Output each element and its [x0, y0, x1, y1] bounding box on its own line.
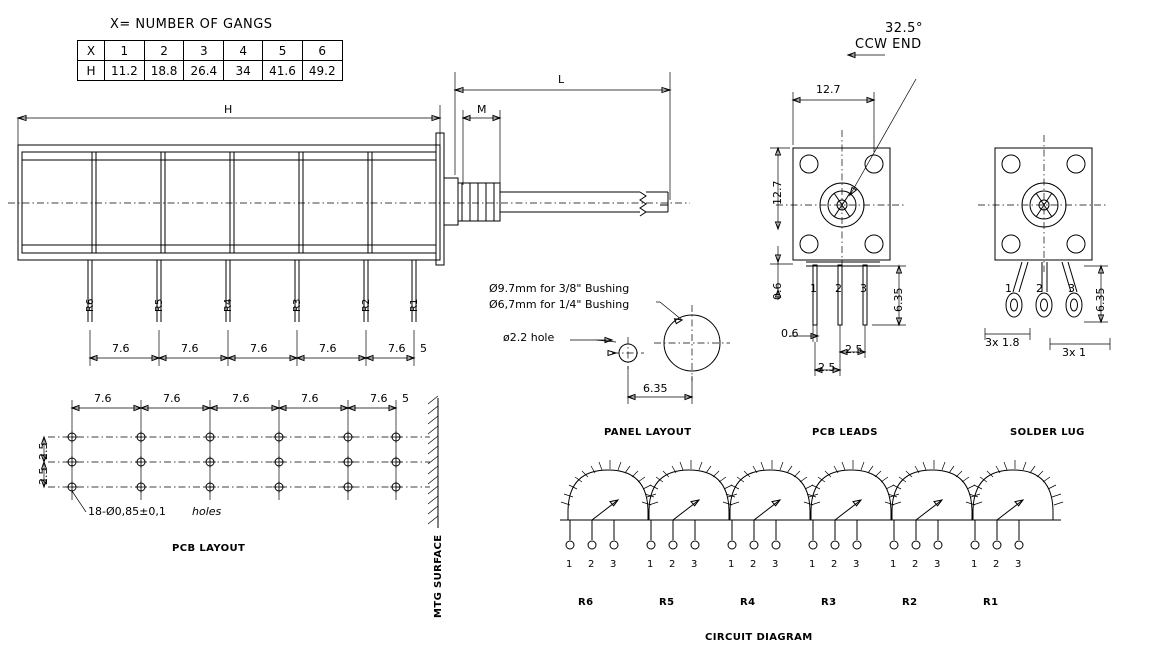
pcb-hole-note: 18-Ø0,85±0,1 [88, 505, 166, 518]
circuit-terminal-3-2: 2 [750, 559, 757, 570]
table-cell: 6 [302, 41, 342, 61]
table-cell: 5 [263, 41, 303, 61]
leads-dim-left: 12.7 [771, 180, 784, 205]
lug-pin-3: 3 [1068, 282, 1075, 295]
table-cell: 41.6 [263, 61, 303, 81]
table-cell: 49.2 [302, 61, 342, 81]
pcb-dim-pitch-4: 7.6 [301, 392, 319, 405]
leads-dim-top: 12.7 [816, 83, 841, 96]
circuit-section-label-r5: R5 [659, 597, 675, 608]
dim-M [463, 110, 500, 185]
pin-label-r3: R3 [292, 298, 303, 312]
table-cell: 26.4 [184, 61, 224, 81]
circuit-terminal-5-2: 2 [912, 559, 919, 570]
pcb-leads-caption: PCB LEADS [812, 427, 878, 438]
angle-note: 32.5° [885, 21, 923, 36]
dim-label-H: H [224, 103, 233, 116]
pin-label-r5: R5 [154, 298, 165, 312]
leads-dim-lower-left: 0.6 [771, 282, 784, 300]
dim-label-pitch-2: 7.6 [181, 342, 199, 355]
circuit-terminal-6-1: 1 [971, 559, 978, 570]
solder-lug-caption: SOLDER LUG [1010, 427, 1085, 438]
table-cell: 1 [105, 41, 145, 61]
circuit-terminal-5-3: 3 [934, 559, 941, 570]
leads-pin-3: 3 [860, 282, 867, 295]
table-cell: 18.8 [144, 61, 184, 81]
circuit-terminal-4-2: 2 [831, 559, 838, 570]
dim-label-pitch-1: 7.6 [112, 342, 130, 355]
circuit-terminal-2-2: 2 [669, 559, 676, 570]
pcb-layout-caption: PCB LAYOUT [172, 543, 246, 554]
circuit-terminal-6-2: 2 [993, 559, 1000, 570]
lug-dim-thickness: 3x 1.8 [985, 336, 1020, 349]
circuit-terminal-4-1: 1 [809, 559, 816, 570]
pin-label-r6: R6 [85, 298, 96, 312]
side-view-body [8, 133, 690, 265]
bushing-note-2: Ø6,7mm for 1/4" Bushing [489, 298, 630, 311]
leads-dim-pitch-2: 2.5 [818, 361, 836, 374]
table-cell: 34 [224, 61, 263, 81]
pin-label-r4: R4 [223, 298, 234, 312]
pin-label-r2: R2 [361, 298, 372, 312]
table-cell: 2 [144, 41, 184, 61]
pcb-dim-vert-1: 2.5 [37, 442, 50, 460]
table-cell: 3 [184, 41, 224, 61]
table-cell: 4 [224, 41, 263, 61]
circuit-terminal-5-1: 1 [890, 559, 897, 570]
circuit-section-label-r3: R3 [821, 597, 837, 608]
table-cell: X [78, 41, 105, 61]
circuit-section-label-r6: R6 [578, 597, 594, 608]
leads-dim-length: 6.35 [892, 287, 905, 312]
gang-note: X= NUMBER OF GANGS [110, 17, 273, 32]
circuit-terminal-6-3: 3 [1015, 559, 1022, 570]
lug-pin-1: 1 [1005, 282, 1012, 295]
pcb-dim-pitch-5: 7.6 [370, 392, 388, 405]
circuit-section-label-r1: R1 [983, 597, 999, 608]
ccw-end-note: CCW END [855, 37, 922, 52]
pcb-dim-vert-2: 2.5 [37, 467, 50, 485]
lug-pin-2: 2 [1036, 282, 1043, 295]
dim-L [455, 72, 670, 200]
pcb-dim-pitch-2: 7.6 [163, 392, 181, 405]
panel-layout-caption: PANEL LAYOUT [604, 427, 692, 438]
side-view-pins [85, 260, 416, 322]
circuit-section-label-r4: R4 [740, 597, 756, 608]
pin-label-r1: R1 [409, 298, 420, 312]
dim-label-pitch-4: 7.6 [319, 342, 337, 355]
circuit-section-label-r2: R2 [902, 597, 918, 608]
lug-dim-width: 3x 1 [1062, 346, 1087, 359]
dim-label-pitch-6: 5 [420, 342, 427, 355]
solder-lug-drawing [978, 135, 1110, 350]
circuit-terminal-2-1: 1 [647, 559, 654, 570]
circuit-diagram-drawing [560, 460, 1063, 549]
mtg-surface-label: MTG SURFACE [433, 534, 444, 618]
circuit-terminal-4-3: 3 [853, 559, 860, 570]
table-cell: H [78, 61, 105, 81]
lug-dim-length: 6.35 [1094, 287, 1107, 312]
dim-label-pitch-3: 7.6 [250, 342, 268, 355]
pcb-hole-note-italic: holes [192, 505, 222, 518]
table-cell: 11.2 [105, 61, 145, 81]
dim-label-pitch-5: 7.6 [388, 342, 406, 355]
circuit-terminal-1-3: 3 [610, 559, 617, 570]
dim-label-L: L [558, 73, 565, 86]
pcb-dim-pitch-3: 7.6 [232, 392, 250, 405]
panel-dim-635: 6.35 [643, 382, 668, 395]
leads-pin-1: 1 [810, 282, 817, 295]
bushing-note-1: Ø9.7mm for 3/8" Bushing [489, 282, 630, 295]
leads-pin-2: 2 [835, 282, 842, 295]
circuit-terminal-1-2: 2 [588, 559, 595, 570]
leads-dim-pin-offset: 0.6 [781, 327, 799, 340]
panel-hole-note: ø2.2 hole [503, 331, 555, 344]
leads-dim-pitch-1: 2.5 [845, 343, 863, 356]
dim-label-M: M [477, 103, 487, 116]
circuit-terminal-3-3: 3 [772, 559, 779, 570]
pcb-dim-pitch-1: 7.6 [94, 392, 112, 405]
circuit-diagram-caption: CIRCUIT DIAGRAM [705, 632, 813, 643]
circuit-terminal-3-1: 1 [728, 559, 735, 570]
circuit-terminal-2-3: 3 [691, 559, 698, 570]
pcb-dim-pitch-6: 5 [402, 392, 409, 405]
circuit-terminal-1-1: 1 [566, 559, 573, 570]
